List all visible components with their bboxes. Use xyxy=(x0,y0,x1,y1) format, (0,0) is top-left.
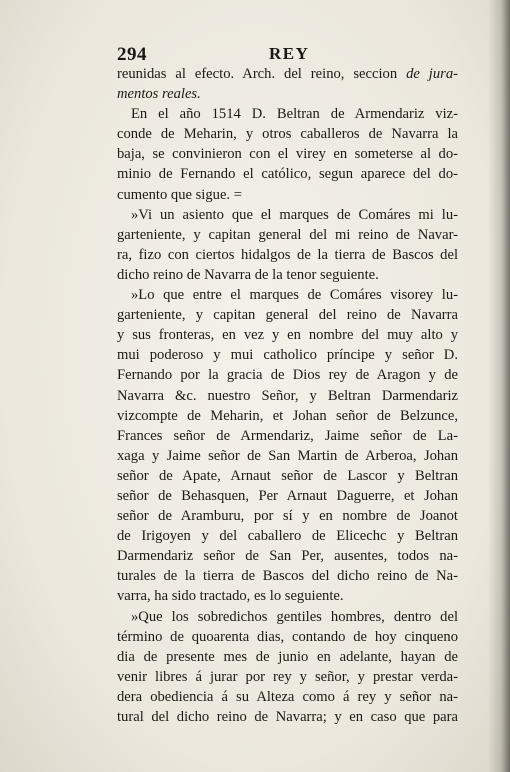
running-head: REY xyxy=(269,44,310,63)
text-line xyxy=(117,486,458,506)
text-line xyxy=(117,707,458,727)
line-text: Navarra &c. nuestro Señor, y Beltran Darmendariz xyxy=(117,387,458,404)
text-line xyxy=(117,386,458,406)
text-line xyxy=(117,446,458,466)
line-text: mui poderoso y mui catholico príncipe y señor D. xyxy=(117,347,458,364)
line-italic-text: de jura- xyxy=(406,66,458,82)
line-text: señor de Aramburu, por sí y en nombre de Joanot xyxy=(117,508,458,525)
line-text: »Que los sobredichos gentiles hombres, dentro del xyxy=(131,608,458,625)
text-line xyxy=(117,124,458,144)
line-text: cumento que sigue. = xyxy=(117,186,242,203)
text-line xyxy=(117,526,458,546)
line-text: Darmendariz señor de San Per, ausentes, todos na- xyxy=(117,548,458,565)
line-text: dera obediencia á su Alteza como á rey y señor na- xyxy=(117,688,458,705)
text-line xyxy=(117,647,458,667)
line-text: ra, fizo con ciertos hidalgos de la tierra de Bascos del xyxy=(117,246,458,263)
text-line xyxy=(117,345,458,365)
text-line xyxy=(117,627,458,647)
line-text: de Irigoyen y del caballero de Elicechc y Beltran xyxy=(117,528,458,545)
text-line xyxy=(117,84,458,104)
text-line xyxy=(117,245,458,265)
page-gutter-shadow xyxy=(488,0,510,772)
text-line xyxy=(117,305,458,325)
line-text: dicho reino de Navarra de la tenor seguiente. xyxy=(117,266,379,283)
line-text: baja, se convinieron con el virey en someterse al do- xyxy=(117,146,458,163)
text-line xyxy=(117,426,458,446)
line-text: Fernando por la gracia de Dios rey de Aragon y de xyxy=(117,367,458,384)
line-text: y sus fronteras, en vez y en nombre del muy alto y xyxy=(117,327,458,344)
line-text: vizcompte de Meharin, et Johan señor de Belzunce, xyxy=(117,407,458,424)
text-line xyxy=(117,566,458,586)
line-text: Frances señor de Armendariz, Jaime señor de La- xyxy=(117,427,458,444)
text-line xyxy=(117,144,458,164)
line-text: venir libres á jurar por rey y señor, y prestar verda- xyxy=(117,668,458,685)
line-text: señor de Apate, Arnaut señor de Lascor y Beltran xyxy=(117,467,458,484)
text-line xyxy=(117,506,458,526)
line-text: xaga y Jaime señor de San Martin de Arberoa, Johan xyxy=(117,447,458,464)
text-line xyxy=(117,185,458,205)
text-line xyxy=(117,205,458,225)
page-number: 294 xyxy=(117,44,147,65)
line-text: tural del dicho reino de Navarra; y en caso que para xyxy=(117,709,458,725)
text-line xyxy=(117,687,458,707)
line-text: garteniente, y capitan general del reino de Navarra xyxy=(117,307,458,324)
line-text: reunidas al efecto. Arch. del reino, seccion xyxy=(117,66,407,82)
text-line xyxy=(117,164,458,184)
line-text: garteniente, y capitan general del mi reino de Navar- xyxy=(117,226,458,243)
line-italic-text: mentos reales. xyxy=(117,86,201,103)
text-line xyxy=(117,546,458,566)
text-line xyxy=(117,466,458,486)
line-text: varra, ha sido tractado, es lo seguiente. xyxy=(117,588,344,605)
text-line xyxy=(117,586,458,606)
text-line xyxy=(117,607,458,627)
line-text: En el año 1514 D. Beltran de Armendariz viz- xyxy=(131,106,458,123)
text-line xyxy=(117,406,458,426)
text-line xyxy=(117,64,458,84)
text-line xyxy=(117,365,458,385)
body-text xyxy=(117,64,458,727)
line-text: »Lo que entre el marques de Comáres visorey lu- xyxy=(131,287,458,304)
line-text: turales de la tierra de Bascos del dicho reino de Na- xyxy=(117,568,458,585)
text-line xyxy=(117,225,458,245)
text-line xyxy=(117,104,458,124)
text-line xyxy=(117,265,458,285)
line-text: »Vi un asiento que el marques de Comáres mi lu- xyxy=(131,206,458,223)
line-text: minio de Fernando el católico, segun aparece del do- xyxy=(117,166,458,183)
line-text: señor de Behasquen, Per Arnaut Daguerre, et Johan xyxy=(117,487,458,504)
text-line xyxy=(117,667,458,687)
text-line xyxy=(117,325,458,345)
line-text: conde de Meharin, y otros caballeros de Navarra la xyxy=(117,126,458,143)
line-text: término de quoarenta dias, contando de hoy cinqueno xyxy=(117,628,458,645)
text-line xyxy=(117,285,458,305)
line-text: dia de presente mes de junio en adelante, hayan de xyxy=(117,648,458,665)
